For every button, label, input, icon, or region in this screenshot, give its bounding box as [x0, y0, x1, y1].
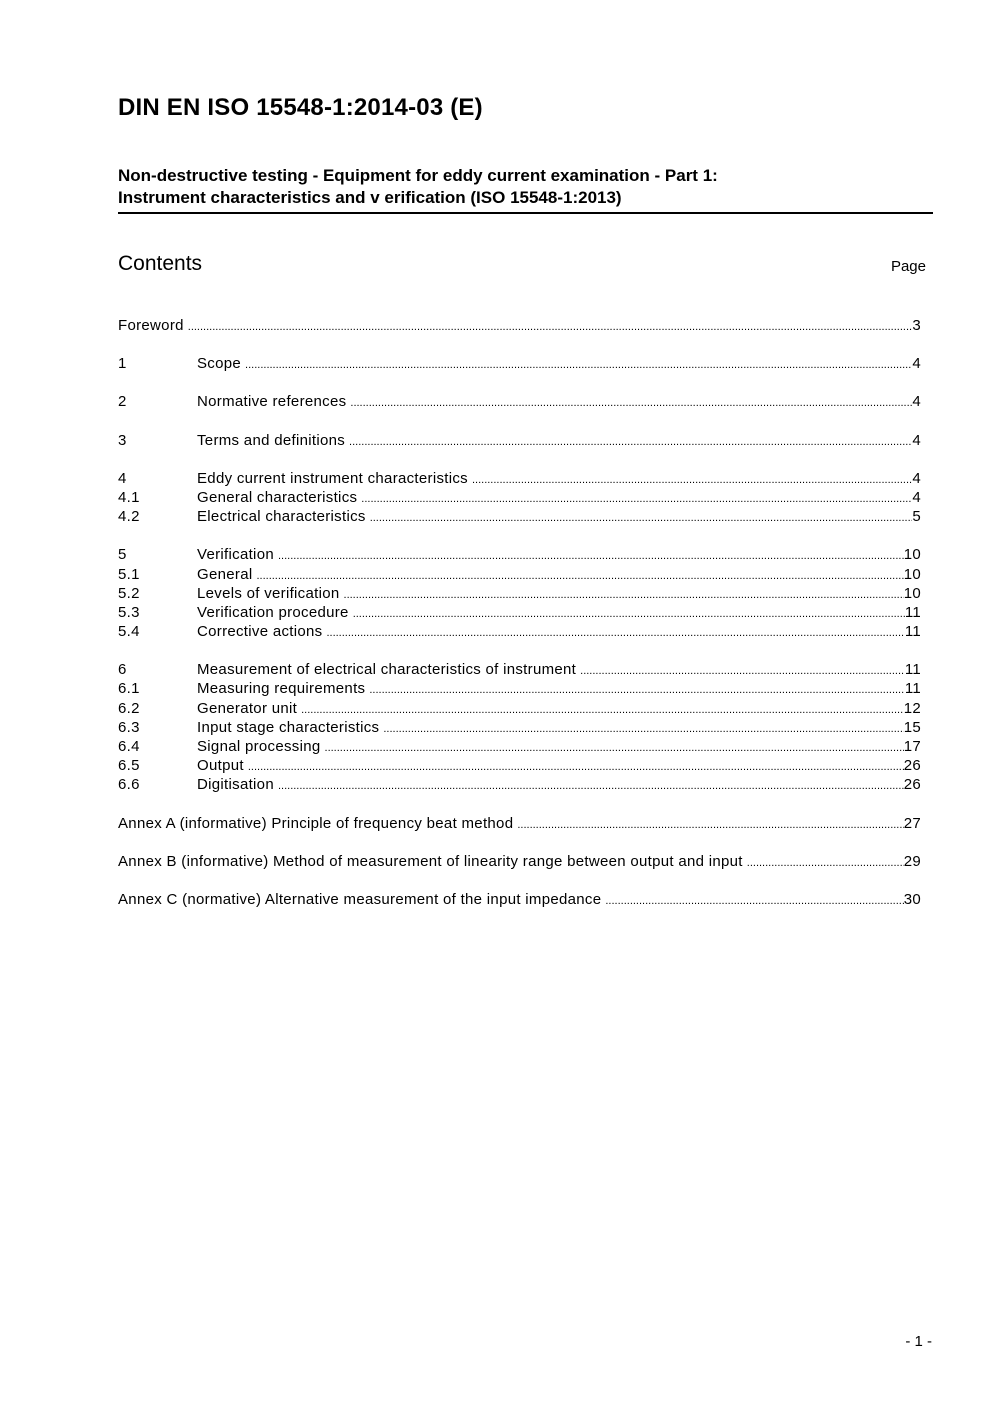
toc-entry-page: 3: [912, 317, 921, 334]
toc-entry-number: 5: [118, 546, 127, 564]
toc-entry-page: 10: [903, 546, 921, 564]
toc-entry[interactable]: [118, 469, 921, 488]
toc-entry[interactable]: [118, 814, 921, 833]
toc-entry-title: Electrical characteristics: [197, 508, 366, 526]
toc-entry-number: 6.4: [118, 738, 140, 755]
toc-entry[interactable]: [118, 737, 921, 756]
toc-entry-title: Verification: [197, 546, 274, 564]
toc-entry-number: 5.2: [118, 584, 140, 602]
toc-entry-title: Scope: [197, 355, 242, 373]
toc-entry-title: Measuring requirements: [197, 680, 366, 698]
subtitle-line-1: Non-destructive testing - Equipment for eddy current examination - Part 1:: [118, 166, 718, 185]
toc-dot-leader: [245, 356, 912, 375]
toc-dot-leader: [278, 547, 904, 566]
toc-dot-leader: [517, 816, 903, 835]
toc-entry-title: Output: [197, 757, 244, 775]
toc-dot-leader: [248, 758, 904, 777]
toc-entry-title: Input stage characteristics: [197, 718, 380, 736]
table-of-contents: [118, 316, 921, 928]
toc-entry-page: 11: [904, 661, 921, 679]
toc-dot-leader: [349, 433, 912, 452]
toc-entry[interactable]: [118, 852, 921, 871]
toc-group: [118, 316, 921, 335]
toc-entry[interactable]: [118, 354, 921, 373]
toc-entry[interactable]: [118, 431, 921, 450]
toc-dot-leader: [605, 892, 903, 911]
toc-group: [118, 431, 921, 450]
toc-entry-number: 6.5: [118, 757, 140, 775]
toc-entry-page: 4: [912, 393, 921, 411]
toc-entry-title: Digitisation: [197, 776, 274, 794]
toc-entry[interactable]: [118, 622, 921, 641]
subtitle-line-2: Instrument characteristics and v erification (ISO 15548-1:2013): [118, 188, 622, 207]
toc-dot-leader: [353, 605, 905, 624]
toc-entry[interactable]: [118, 699, 921, 718]
toc-entry-number: 1: [118, 355, 127, 373]
toc-entry-title: General: [197, 565, 253, 583]
contents-heading: Contents: [118, 252, 203, 275]
toc-entry[interactable]: [118, 756, 921, 775]
toc-entry-number: 6.3: [118, 718, 140, 736]
toc-entry-page: 26: [903, 776, 921, 794]
toc-entry-page: 10: [903, 584, 921, 602]
toc-entry-number: 6.1: [118, 680, 140, 698]
document-subtitle: [118, 165, 933, 214]
toc-entry-title: Foreword: [118, 317, 184, 334]
toc-dot-leader: [370, 509, 913, 528]
toc-entry[interactable]: [118, 603, 921, 622]
toc-entry-page: 11: [904, 680, 921, 698]
toc-dot-leader: [301, 701, 904, 720]
toc-entry-page: 4: [912, 488, 921, 506]
toc-group: [118, 545, 921, 641]
toc-dot-leader: [344, 586, 904, 605]
toc-entry-page: 17: [903, 738, 921, 755]
toc-entry[interactable]: [118, 679, 921, 698]
toc-entry-page: 10: [903, 565, 921, 583]
toc-entry-page: 12: [903, 699, 921, 717]
toc-entry[interactable]: [118, 488, 921, 507]
toc-dot-leader: [369, 681, 904, 700]
toc-entry-title: Annex B (informative) Method of measurement of linearity range between output and input: [118, 852, 743, 870]
toc-entry[interactable]: [118, 660, 921, 679]
page-column-label: Page: [890, 258, 926, 275]
toc-entry[interactable]: [118, 392, 921, 411]
toc-dot-leader: [383, 720, 903, 739]
toc-dot-leader: [472, 471, 912, 490]
toc-dot-leader: [325, 739, 904, 758]
toc-group: [118, 890, 921, 909]
toc-entry-number: 6.6: [118, 776, 140, 794]
toc-group: [118, 354, 921, 373]
toc-entry-page: 4: [912, 431, 921, 449]
toc-entry-title: Measurement of electrical characteristics of instrument: [197, 661, 577, 679]
toc-entry-number: 2: [118, 393, 127, 411]
toc-entry[interactable]: [118, 507, 921, 526]
toc-entry-title: General characteristics: [197, 488, 358, 506]
toc-entry-title: Signal processing: [197, 738, 321, 755]
page-number: - 1 -: [905, 1333, 932, 1350]
toc-entry-page: 26: [903, 757, 921, 775]
toc-entry-page: 4: [912, 355, 921, 373]
toc-dot-leader: [350, 394, 912, 413]
toc-entry-title: Annex A (informative) Principle of frequency beat method: [118, 814, 514, 832]
toc-entry-number: 4.2: [118, 508, 140, 526]
toc-entry-title: Levels of verification: [197, 584, 340, 602]
toc-entry-page: 30: [903, 890, 921, 908]
toc-entry[interactable]: [118, 584, 921, 603]
toc-entry-number: 4: [118, 469, 127, 487]
toc-group: [118, 852, 921, 871]
toc-entry-title: Annex C (normative) Alternative measurement of the input impedance: [118, 890, 602, 908]
toc-entry[interactable]: [118, 775, 921, 794]
toc-dot-leader: [278, 777, 904, 796]
toc-entry-page: 11: [904, 623, 921, 641]
toc-entry-page: 4: [912, 469, 921, 487]
toc-entry-number: 5.3: [118, 603, 140, 621]
toc-group: [118, 814, 921, 833]
toc-dot-leader: [361, 490, 912, 509]
toc-dot-leader: [188, 318, 913, 337]
toc-entry-number: 6.2: [118, 699, 140, 717]
toc-entry-page: 15: [903, 718, 921, 736]
toc-entry-page: 5: [912, 508, 921, 526]
toc-entry[interactable]: [118, 890, 921, 909]
toc-dot-leader: [256, 567, 903, 586]
toc-entry-title: Eddy current instrument characteristics: [197, 469, 468, 487]
toc-entry-title: Verification procedure: [197, 603, 349, 621]
toc-dot-leader: [747, 854, 904, 873]
toc-entry-number: 6: [118, 661, 127, 679]
toc-dot-leader: [326, 624, 904, 643]
toc-entry-title: Generator unit: [197, 699, 298, 717]
toc-entry[interactable]: [118, 316, 921, 335]
toc-entry-title: Corrective actions: [197, 623, 323, 641]
toc-entry-page: 27: [903, 814, 921, 832]
toc-group: [118, 660, 921, 794]
toc-entry-number: 5.4: [118, 623, 140, 641]
document-id: DIN EN ISO 15548-1:2014-03 (E): [118, 94, 483, 121]
toc-entry[interactable]: [118, 565, 921, 584]
toc-entry-title: Normative references: [197, 393, 347, 411]
toc-entry-page: 29: [903, 852, 921, 870]
toc-entry-number: 4.1: [118, 488, 140, 506]
toc-dot-leader: [580, 662, 905, 681]
toc-entry-title: Terms and definitions: [197, 431, 346, 449]
toc-entry-page: 11: [904, 603, 921, 621]
toc-group: [118, 469, 921, 527]
toc-entry[interactable]: [118, 718, 921, 737]
toc-entry-number: 3: [118, 431, 127, 449]
toc-entry[interactable]: [118, 545, 921, 564]
toc-group: [118, 392, 921, 411]
toc-entry-number: 5.1: [118, 565, 140, 583]
